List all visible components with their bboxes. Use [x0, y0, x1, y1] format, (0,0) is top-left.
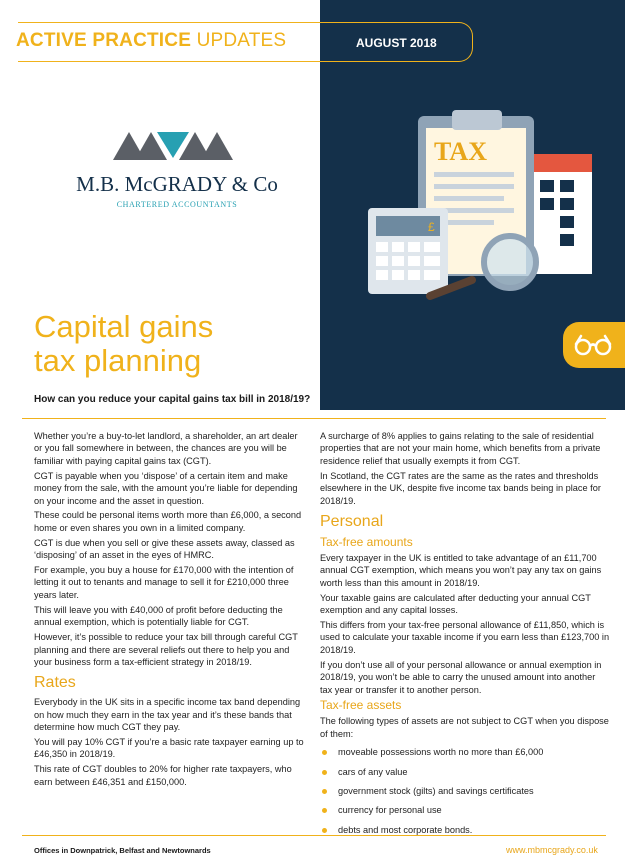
- paragraph: This differs from your tax-free personal allowance of £11,850, which is used to calculate your taxable income if you earn less than £123,700 in 2018/19.: [320, 619, 610, 655]
- company-logo-icon: [113, 128, 243, 164]
- paragraph: CGT is payable when you ‘dispose’ of a certain item and make money from the sale, with the amount you’re liable for depending on your income and the asset in question.: [34, 470, 298, 506]
- paragraph: The following types of assets are not subject to CGT when you dispose of them:: [320, 716, 609, 739]
- newsletter-title-bold: ACTIVE PRACTICE: [16, 30, 192, 51]
- paragraph: These could be personal items worth more than £6,000, a second home or even shares you own in a limited company.: [34, 510, 302, 533]
- list-item: currency for personal use: [320, 804, 610, 816]
- taxfree-assets-list: [320, 746, 610, 836]
- taxfree-assets-heading: Tax-free assets: [320, 698, 402, 713]
- rates-heading: Rates: [34, 674, 76, 692]
- paragraph: This will leave you with £40,000 of profit before deducting the annual exemption, which is potentially liable for CGT.: [34, 604, 283, 628]
- footer-website-link[interactable]: www.mbmcgrady.co.uk: [506, 845, 598, 855]
- paragraph: If you don’t use all of your personal allowance or annual exemption in 2018/19, you won’t be able to carry the unused amount into another tax year or transfer it to another person.: [320, 659, 602, 695]
- footer-offices: Offices in Downpatrick, Belfast and Newtownards: [34, 846, 211, 855]
- glasses-icon: [573, 334, 613, 356]
- list-item: cars of any value: [320, 766, 610, 778]
- company-name: M.B. McGRADY & Co: [76, 172, 278, 196]
- list-item: moveable possessions worth no more than £6,000: [320, 746, 610, 758]
- newsletter-title: [16, 30, 286, 52]
- paragraph: CGT is due when you sell or give these assets away, classed as ‘disposing’ of an asset in the eyes of HMRC.: [34, 537, 295, 561]
- paragraph: However, it’s possible to reduce your tax bill through careful CGT planning and there are several reliefs out there to help you and your business form a tax-efficient strategy in 2018/19.: [34, 632, 298, 667]
- article-title-line-1: Capital gains: [34, 309, 214, 344]
- calc-symbol: £: [428, 220, 435, 234]
- paragraph: In Scotland, the CGT rates are the same as the rates and thresholds elsewhere in the UK, despite five income tax bands being in place for 2018/19.: [320, 470, 601, 506]
- divider-top: [22, 418, 606, 419]
- paragraph: For example, you buy a house for £170,000 with the intention of letting it out to tenants and manage to sell it for £210,000 three years later.: [34, 565, 294, 600]
- company-tagline: CHARTERED ACCOUNTANTS: [116, 200, 238, 209]
- paragraph: This rate of CGT doubles to 20% for higher rate taxpayers, who earn between £46,351 and £150,000.: [34, 764, 292, 787]
- list-item: government stock (gilts) and savings certificates: [320, 785, 610, 797]
- tax-label: TAX: [434, 137, 487, 166]
- taxfree-amounts-heading: Tax-free amounts: [320, 534, 413, 549]
- issue-date: AUGUST 2018: [356, 36, 437, 50]
- tax-illustration: [352, 80, 612, 300]
- paragraph: Everybody in the UK sits in a specific income tax band depending on how much they earn in the tax year and it’s these bands that determine how much CGT they pay.: [34, 697, 301, 733]
- paragraph: You will pay 10% CGT if you’re a basic rate taxpayer earning up to £46,350 in 2018/19.: [34, 737, 304, 760]
- article-left-column: [34, 430, 306, 791]
- paragraph: Whether you’re a buy-to-let landlord, a shareholder, an art dealer or you fall somewhere in between, the chances are you will be familiar with paying capital gains tax (CGT).: [34, 431, 298, 466]
- paragraph: A surcharge of 8% applies to gains relating to the sale of residential properties that are not your main home, which benefits from a private residence relief that usually exempts it from CGT.: [320, 431, 601, 466]
- article-title-line-2: tax planning: [34, 343, 202, 378]
- article-right-column: [320, 430, 610, 843]
- personal-heading: Personal: [320, 512, 384, 530]
- paragraph: Your taxable gains are calculated after deducting your annual CGT exemption and any capital losses.: [320, 592, 591, 616]
- newsletter-title-light: UPDATES: [196, 30, 287, 51]
- reading-glasses-tab: [563, 322, 625, 368]
- divider-bottom: [22, 835, 606, 836]
- paragraph: Every taxpayer in the UK is entitled to take advantage of an £11,700 annual CGT exemption, which means you won’t pay any tax on gains worth less than this amount in 2018/19.: [320, 552, 602, 588]
- article-title: [34, 310, 213, 378]
- list-item: debts and most corporate bonds.: [320, 824, 610, 836]
- article-subtitle: How can you reduce your capital gains tax bill in 2018/19?: [34, 394, 311, 405]
